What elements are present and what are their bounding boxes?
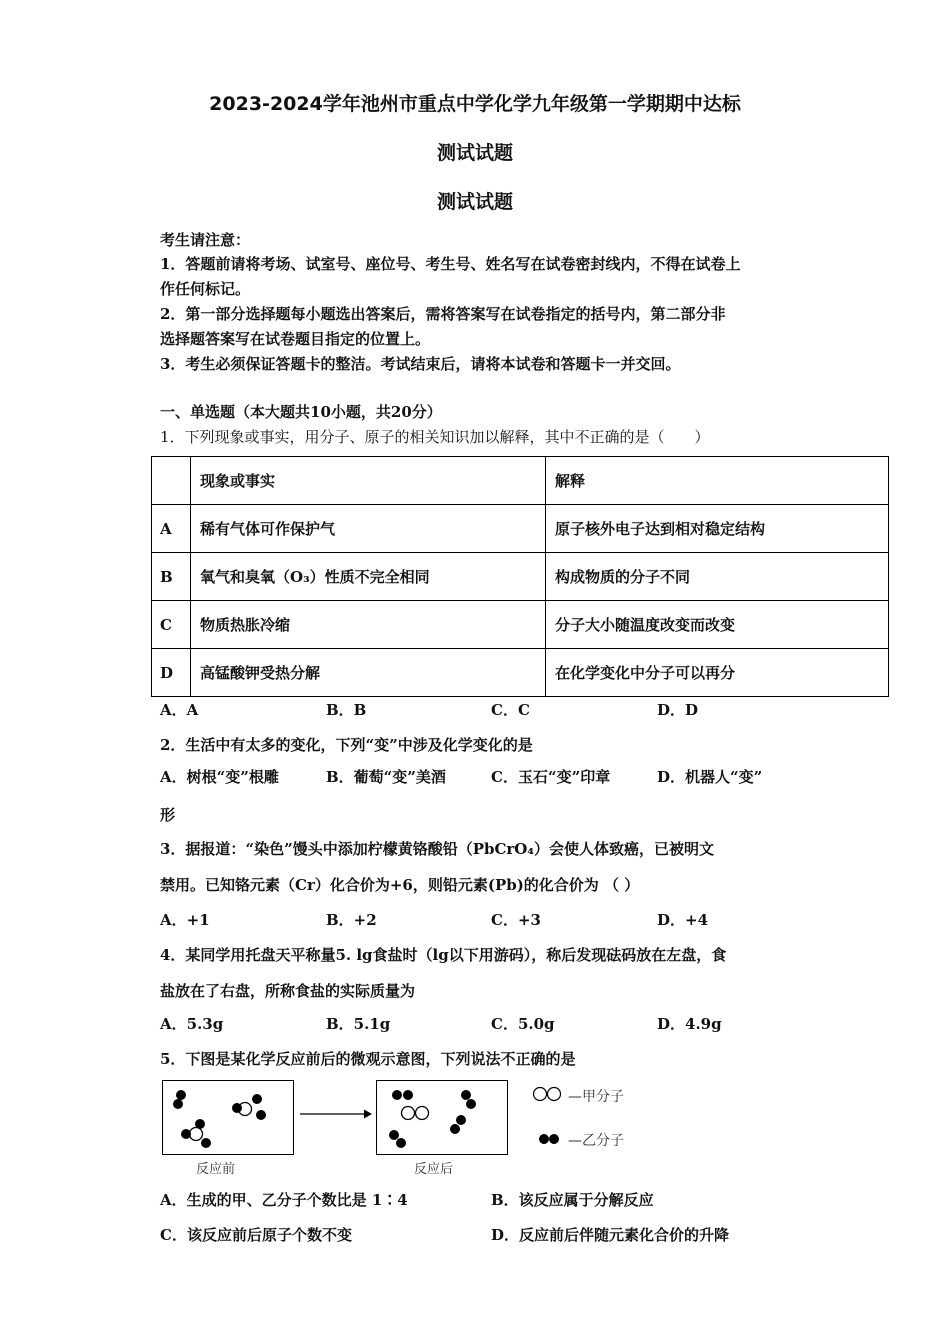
q4-stem-line1: 4．某同学用托盘天平称量5. lg食盐时（lg以下用游码），称后发现砝码放在左盘，食 <box>160 946 727 964</box>
table-cell: 构成物质的分子不同 <box>546 553 889 601</box>
table-row <box>152 601 889 649</box>
table-cell: 氧气和臭氧（O₃）性质不完全相同 <box>191 553 546 601</box>
q3-option-d: D．+4 <box>657 911 709 929</box>
table-cell: 分子大小随温度改变而改变 <box>546 601 889 649</box>
q3-option-a: A．+1 <box>160 911 210 929</box>
q5-option-c: C．该反应前后原子个数不变 <box>160 1226 352 1244</box>
q2-option-a: A．树根“变”根雕 <box>160 768 279 786</box>
page-subtitle: 测试试题 <box>436 142 513 164</box>
q2-option-d: D．机器人“变” <box>657 768 763 786</box>
q4-option-b: B．5.1g <box>326 1015 391 1033</box>
table-cell <box>152 457 191 505</box>
table-header-cell: 解释 <box>546 457 889 505</box>
q3-stem-line1: 3．据报道：“染色”馒头中添加柠檬黄铬酸铅（PbCrO₄）会使人体致癌，已被明文 <box>160 840 714 858</box>
table-cell: C <box>152 601 191 649</box>
q1-option-a: A．A <box>160 701 199 719</box>
table-cell: A <box>152 505 191 553</box>
q2-option-d-wrap: 形 <box>160 806 176 824</box>
reaction-before-box <box>162 1080 294 1155</box>
table-row <box>152 553 889 601</box>
notice-heading: 考生请注意： <box>160 231 251 249</box>
table-cell: 原子核外电子达到相对稳定结构 <box>546 505 889 553</box>
q1-stem: 1．下列现象或事实，用分子、原子的相关知识加以解释，其中不正确的是（ ） <box>160 428 710 446</box>
q3-option-b: B．+2 <box>326 911 377 929</box>
q2-option-b: B．葡萄“变”美酒 <box>326 768 446 786</box>
notice-line: 2．第一部分选择题每小题选出答案后，需将答案写在试卷指定的括号内，第二部分非 <box>160 305 726 323</box>
page-title: 2023-2024学年池州市重点中学化学九年级第一学期期中达标 <box>209 93 741 115</box>
table-cell: 稀有气体可作保护气 <box>191 505 546 553</box>
q5-stem: 5．下图是某化学反应前后的微观示意图，下列说法不正确的是 <box>160 1050 576 1068</box>
q5-option-d: D．反应前后伴随元素化合价的升降 <box>491 1226 730 1244</box>
legend-molecule-a-label: —甲分子 <box>568 1089 624 1105</box>
after-label: 反应后 <box>414 1162 454 1177</box>
before-label: 反应前 <box>196 1162 236 1177</box>
table-cell: B <box>152 553 191 601</box>
page-subtitle-repeat: 测试试题 <box>436 191 513 213</box>
legend-molecule-b-icon <box>536 1131 570 1147</box>
legend-molecule-b-label: —乙分子 <box>568 1133 624 1149</box>
q4-option-c: C．5.0g <box>491 1015 555 1033</box>
table-cell: 在化学变化中分子可以再分 <box>546 649 889 697</box>
q5-option-b: B．该反应属于分解反应 <box>491 1191 654 1209</box>
q1-option-d: D．D <box>657 701 699 719</box>
table-row <box>152 649 889 697</box>
q3-option-c: C．+3 <box>491 911 541 929</box>
q1-option-c: C．C <box>491 701 530 719</box>
table-row <box>152 457 889 505</box>
q4-option-d: D．4.9g <box>657 1015 722 1033</box>
table-row <box>152 505 889 553</box>
reaction-after-box <box>376 1080 508 1155</box>
q4-stem-line2: 盐放在了右盘，所称食盐的实际质量为 <box>160 982 416 1000</box>
table-cell: 高锰酸钾受热分解 <box>191 649 546 697</box>
q3-stem-line2: 禁用。已知铬元素（Cr）化合价为+6，则铅元素(Pb)的化合价为 （ ） <box>160 876 640 894</box>
q1-option-b: B．B <box>326 701 367 719</box>
notice-line: 1．答题前请将考场、试室号、座位号、考生号、姓名写在试卷密封线内，不得在试卷上 <box>160 255 741 273</box>
q2-stem: 2．生活中有太多的变化，下列“变”中涉及化学变化的是 <box>160 736 533 754</box>
reaction-after-diagram <box>377 1081 507 1154</box>
notice-line: 作任何标记。 <box>160 280 251 298</box>
notice-line: 3．考生必须保证答题卡的整洁。考试结束后，请将本试卷和答题卡一并交回。 <box>160 355 681 373</box>
q5-option-a: A．生成的甲、乙分子个数比是 1∶4 <box>160 1191 408 1209</box>
q1-table <box>151 456 889 697</box>
q2-option-c: C．玉石“变”印章 <box>491 768 611 786</box>
notice-line: 选择题答案写在试卷题目指定的位置上。 <box>160 330 431 348</box>
section-heading: 一、单选题（本大题共10小题，共20分） <box>160 403 442 421</box>
reaction-before-diagram <box>163 1081 293 1154</box>
table-header-cell: 现象或事实 <box>191 457 546 505</box>
table-cell: D <box>152 649 191 697</box>
table-cell: 物质热胀冷缩 <box>191 601 546 649</box>
q4-option-a: A．5.3g <box>160 1015 224 1033</box>
reaction-arrow <box>298 1108 374 1120</box>
legend-molecule-a-icon <box>530 1085 570 1103</box>
